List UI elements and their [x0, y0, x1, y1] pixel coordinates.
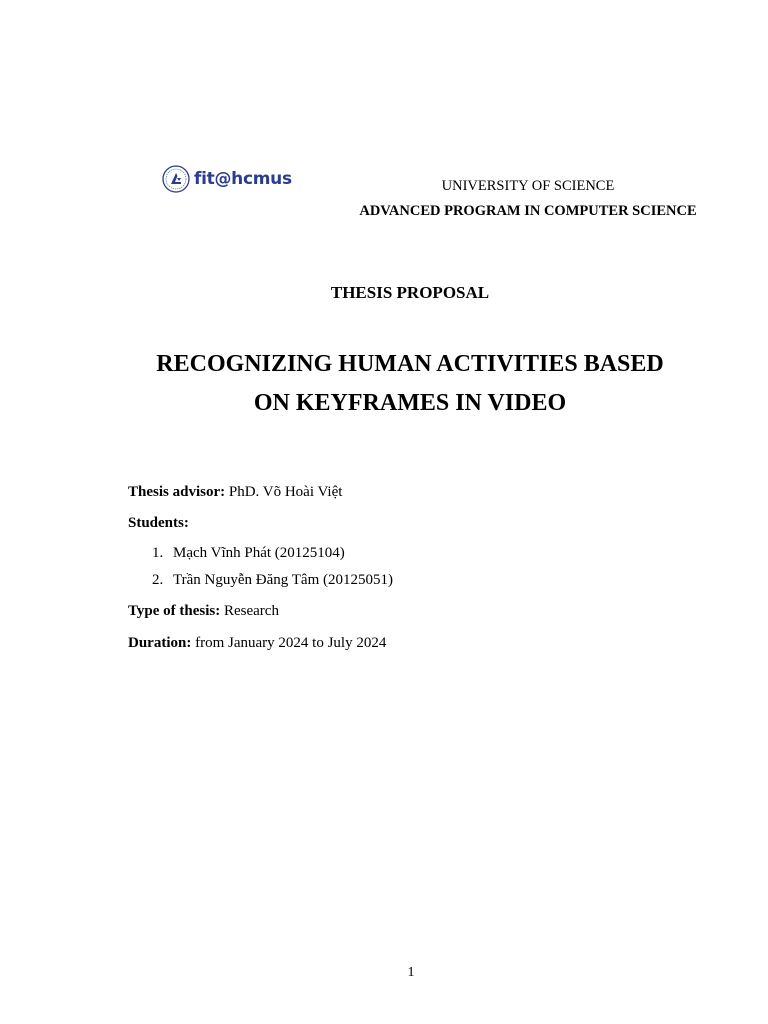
thesis-title-line2: ON KEYFRAMES IN VIDEO	[253, 390, 567, 416]
program-name: ADVANCED PROGRAM IN COMPUTER SCIENCE	[359, 203, 697, 219]
advisor-line	[128, 482, 342, 502]
duration-line	[128, 633, 386, 653]
type-label: Type of thesis:	[128, 603, 221, 619]
type-value: Research	[223, 603, 279, 619]
logo-text: fit@hcmus	[194, 169, 292, 189]
advisor-value: PhD. Võ Hoài Việt	[228, 484, 343, 500]
student-name: Mạch Vĩnh Phát (20125104)	[173, 545, 345, 561]
duration-label: Duration:	[128, 635, 192, 651]
student-list-item	[152, 543, 345, 563]
duration-value: from January 2024 to July 2024	[195, 635, 387, 651]
students-line	[128, 513, 189, 533]
advisor-label: Thesis advisor:	[128, 484, 226, 500]
thesis-title-line1: RECOGNIZING HUMAN ACTIVITIES BASED	[156, 351, 664, 377]
page-number: 1	[407, 965, 415, 980]
student-name: Trần Nguyễn Đăng Tâm (20125051)	[173, 572, 393, 588]
university-name: UNIVERSITY OF SCIENCE	[441, 178, 615, 194]
students-label: Students:	[128, 515, 189, 531]
list-number: 1.	[152, 545, 164, 561]
thesis-title	[100, 345, 720, 423]
student-list-item	[152, 570, 393, 590]
list-number: 2.	[152, 572, 164, 588]
fit-hcmus-logo	[162, 164, 302, 194]
document-type-label: THESIS PROPOSAL	[330, 283, 490, 302]
type-line	[128, 601, 279, 621]
university-seal-icon	[162, 165, 190, 193]
